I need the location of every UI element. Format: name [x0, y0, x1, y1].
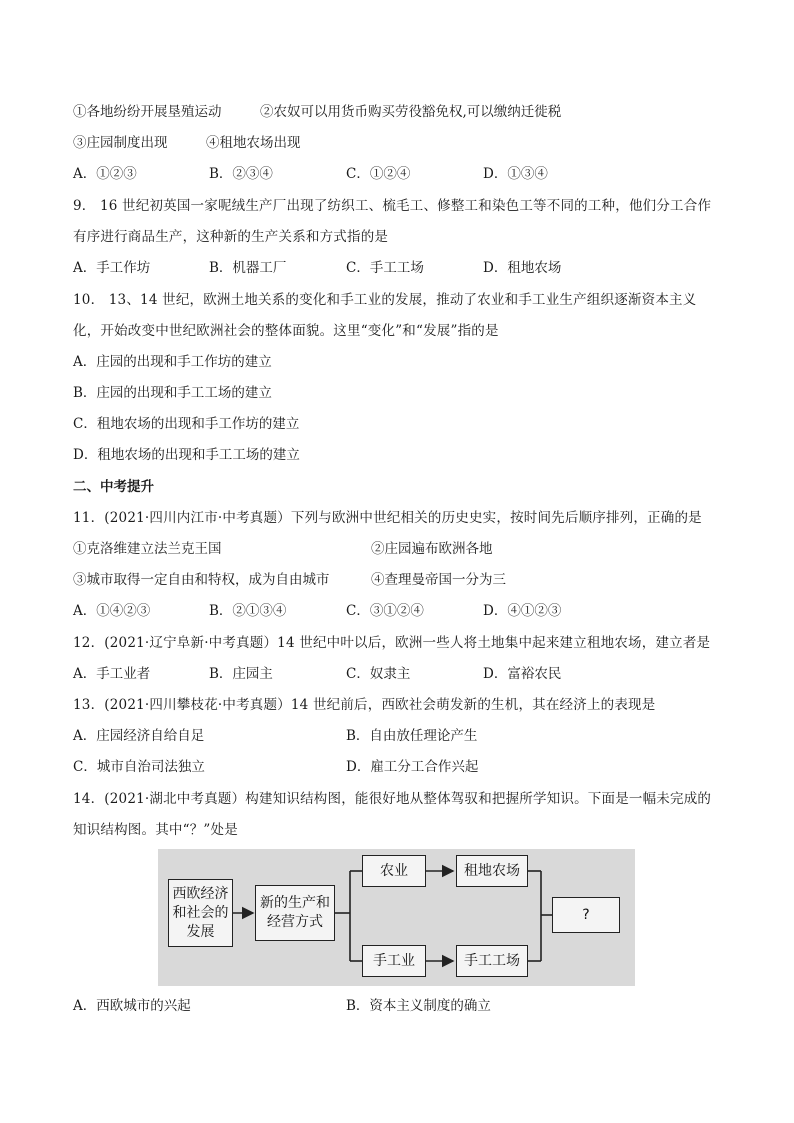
q12-stem: 12．(2021·辽宁阜新·中考真题）14 世纪中叶以后，欧洲一些人将土地集中起来建立租地农场，建立者是 — [73, 635, 711, 651]
q11-option-a: A．①④②③ — [73, 603, 151, 619]
q13-option-a: A．庄园经济自给自足 — [73, 728, 205, 744]
item-3: ③庄园制度出现 — [73, 135, 168, 151]
q13-option-c: C．城市自治司法独立 — [73, 759, 205, 775]
box-new-production-mode: 新的生产和经营方式 — [255, 885, 335, 941]
q12-option-c: C．奴隶主 — [346, 666, 411, 682]
box-agriculture: 农业 — [362, 855, 426, 887]
q10-option-a: A．庄园的出现和手工作坊的建立 — [73, 354, 272, 370]
q11-item-1: ①克洛维建立法兰克王国 — [73, 541, 222, 557]
q13-option-b: B．自由放任理论产生 — [346, 728, 478, 744]
box-question-mark: ? — [552, 897, 620, 933]
q10-option-d: D．租地农场的出现和手工工场的建立 — [73, 447, 300, 463]
q9-option-d: D．租地农场 — [483, 260, 562, 276]
q10-option-c: C．租地农场的出现和手工作坊的建立 — [73, 416, 300, 432]
q9-stem-line2: 有序进行商品生产，这种新的生产关系和方式指的是 — [73, 229, 389, 245]
box-western-europe-development: 西欧经济和社会的发展 — [168, 879, 233, 947]
q11-item-3: ③城市取得一定自由和特权，成为自由城市 — [73, 572, 330, 588]
option-d: D．①③④ — [483, 166, 548, 182]
q14-stem-line1: 14．(2021·湖北中考真题）构建知识结构图，能很好地从整体驾驭和把握所学知识。下面是一幅未完成的 — [73, 791, 712, 807]
section-title: 二、中考提升 — [73, 479, 154, 495]
q9-stem-line1: 9． 16 世纪初英国一家呢绒生产厂出现了纺织工、梳毛工、修整工和染色工等不同的工种，他们分工合作 — [73, 198, 712, 214]
q14-option-a: A．西欧城市的兴起 — [73, 998, 191, 1014]
q11-option-d: D．④①②③ — [483, 603, 562, 619]
item-2: ②农奴可以用货币购买劳役豁免权,可以缴纳迁徙税 — [260, 104, 562, 120]
q9-option-a: A．手工作坊 — [73, 260, 151, 276]
option-a: A．①②③ — [73, 166, 137, 182]
option-b: B．②③④ — [209, 166, 273, 182]
q10-option-b: B．庄园的出现和手工工场的建立 — [73, 385, 272, 401]
q12-option-d: D．富裕农民 — [483, 666, 562, 682]
q12-option-a: A．手工业者 — [73, 666, 151, 682]
q11-option-b: B．②①③④ — [209, 603, 287, 619]
q13-option-d: D．雇工分工合作兴起 — [346, 759, 479, 775]
item-1: ①各地纷纷开展垦殖运动 — [73, 104, 222, 120]
q11-option-c: C．③①②④ — [346, 603, 424, 619]
q11-item-4: ④查理曼帝国一分为三 — [371, 572, 506, 588]
q10-stem-line2: 化，开始改变中世纪欧洲社会的整体面貌。这里“变化”和“发展”指的是 — [73, 323, 499, 339]
option-c: C．①②④ — [346, 166, 411, 182]
q11-stem: 11．(2021·四川内江市·中考真题）下列与欧洲中世纪相关的历史史实，按时间先后顺序排列，正确的是 — [73, 510, 702, 526]
item-4: ④租地农场出现 — [206, 135, 301, 151]
q14-stem-line2: 知识结构图。其中“？”处是 — [73, 822, 238, 838]
q10-stem-line1: 10． 13、14 世纪，欧洲土地关系的变化和手工业的发展，推动了农业和手工业生产组织逐渐资本主义 — [73, 292, 697, 308]
box-workshop: 手工工场 — [456, 945, 528, 977]
box-tenant-farm: 租地农场 — [456, 855, 528, 887]
knowledge-structure-diagram — [158, 849, 635, 986]
q9-option-b: B．机器工厂 — [209, 260, 287, 276]
q13-stem: 13．(2021·四川攀枝花·中考真题）14 世纪前后，西欧社会萌发新的生机，其在经济上的表现是 — [73, 697, 656, 713]
box-handicraft: 手工业 — [362, 945, 426, 977]
q14-option-b: B．资本主义制度的确立 — [346, 998, 491, 1014]
q9-option-c: C．手工工场 — [346, 260, 424, 276]
q11-item-2: ②庄园遍布欧洲各地 — [371, 541, 493, 557]
q12-option-b: B．庄园主 — [209, 666, 273, 682]
